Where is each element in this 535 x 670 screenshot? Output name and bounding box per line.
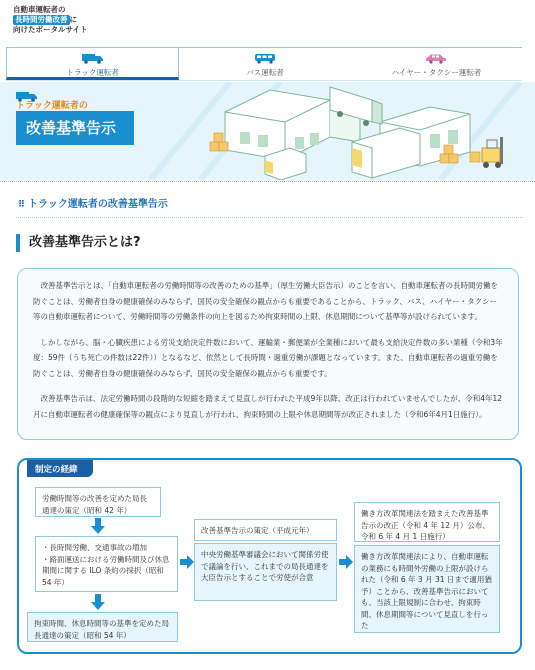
flow-box-2-line-2: ・路面運送における労働時間及び休息期間に関する ILO 条約の採択（昭和 54 年）	[42, 554, 170, 587]
logo-line-3: 向けたポータルサイト	[13, 25, 88, 34]
taxi-icon	[425, 53, 447, 66]
intro-paragraph-2: しかしながら、脳・心臓疾患による労災支給決定件数において、運輸業・郵便業が全業種において最も支給決定件数の多い業種（令和3年度：59件（うち死亡の件数は22件））となるなど、依然として長時間・過重労働が課題となっています。また、自動車運転者の過重労働を防ぐことは、労働者自身の健康確保のみならず、国民の安全確保の観点からも重要です。	[33, 337, 503, 378]
logo-line-2	[13, 15, 133, 25]
intro-paragraph-1: 改善基準告示とは、「自動車運転者の労働時間等の改善のための基準」（厚生労働大臣告示）のことを言い、自動車運転者の長時間労働を防ぐことは、労働者自身の健康確保のみならず、国民の安全確保の観点からも重要であることから、トラック、バス、ハイヤー・タクシー等の自動車運転者について、労働時間等の労働条件の向上を図るため拘束時間の上限、休息期間について基準等が設けられています。	[33, 281, 498, 321]
arrow-right-icon	[180, 555, 194, 569]
intro-paragraph-3: 改善基準告示は、法定労働時間の段階的な短縮を踏まえて見直しが行われた平成9年以降、改正は行われていませんでしたが、令和4年12月に自動車運転者の健康確保等の観点により見直しが行われ、拘束時間の上限や休息期間等が改正されました（令和6年4月1日施行）。	[33, 394, 503, 419]
history-badge: 制定の経緯	[27, 460, 93, 477]
flow-box-7: 働き方改革関連法により、自動車運転の業務にも時間外労働の上限が設けられた（令和 6 年 3 月 31 日まで適用猶予）ことから、改善基準告示においても、当該上限規制に合わせ、拘束時間、休息期間等について見直しを行った	[354, 545, 500, 633]
section-heading-text: トラック運転者の改善基準告示	[28, 199, 168, 210]
flow-box-2-line-1: ・長時間労働、交通事故の増加	[42, 543, 147, 552]
tab-truck[interactable]	[6, 48, 179, 80]
site-logo[interactable]	[13, 5, 133, 35]
banner-title: 改善基準告示	[16, 111, 134, 145]
flow-box-6: 働き方改革関連法を踏まえた改善基準告示の改正（令和 4 年 12 月）公布、令和 6 年 4 月 1 日施行）	[354, 502, 500, 542]
truck-icon	[82, 53, 104, 66]
divider	[16, 217, 523, 218]
page-title: 改善基準告示とは?	[16, 234, 141, 252]
flow-box-5: 中央労働基準審議会において関係労使で議論を行い、これまでの局長通達を大臣告示とすることで労使が合意	[194, 543, 337, 601]
tab-taxi[interactable]	[351, 48, 522, 80]
driver-type-tabs	[6, 47, 522, 81]
banner-subtitle: トラック運転者の	[16, 101, 88, 111]
flow-box-4: 改善基準告示の策定（平成元年）	[194, 519, 337, 541]
logo-highlight: 長時間労働改善	[15, 15, 68, 24]
tab-bus-label: バス運転者	[246, 68, 284, 77]
grid-icon: ⠿	[18, 200, 26, 210]
intro-box	[17, 268, 519, 440]
logo-line-2-suffix: に	[69, 15, 77, 24]
tab-truck-label: トラック運転者	[66, 68, 119, 77]
tab-bus[interactable]	[179, 48, 350, 80]
arrow-down-icon	[91, 518, 105, 534]
flow-box-1: 労働時間等の改善を定めた局長通達の策定（昭和 42 年）	[35, 487, 161, 517]
flow-box-2	[35, 536, 178, 592]
section-heading	[18, 195, 168, 210]
flow-box-3: 拘束時間、休息時間等の基準を定めた局長通達の策定（昭和 54 年）	[27, 612, 178, 642]
arrow-right-icon	[339, 555, 353, 569]
divider	[0, 181, 535, 185]
bus-icon	[254, 53, 276, 66]
arrow-down-icon	[91, 594, 105, 610]
tab-taxi-label: ハイヤー・タクシー運転者	[391, 68, 482, 77]
logo-line-1: 自動車運転者の	[13, 5, 66, 14]
